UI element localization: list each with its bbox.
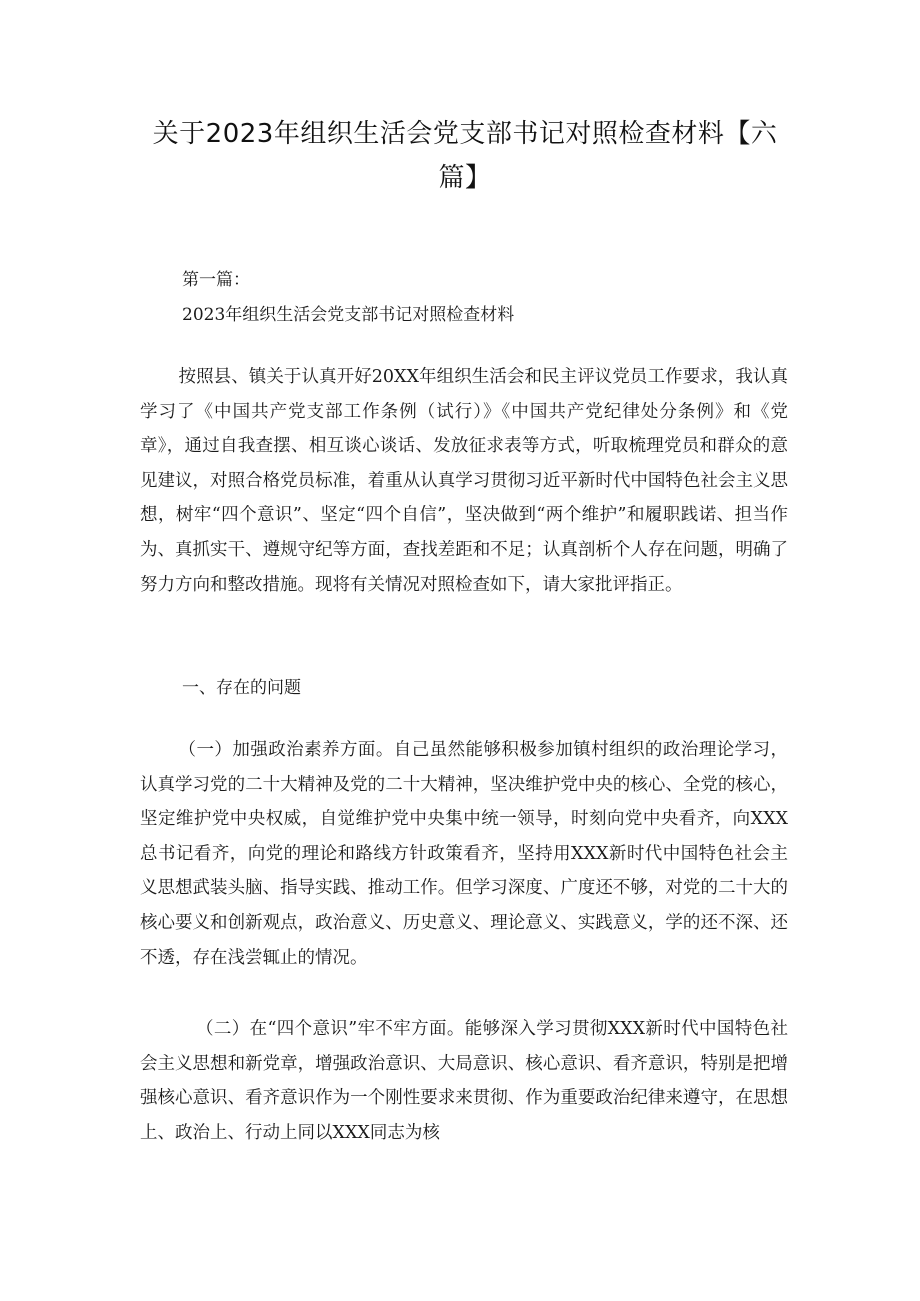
section-heading-problems: 一、存在的问题 <box>182 678 301 698</box>
paragraph-item-one: （一）加强政治素养方面。自己虽然能够积极参加镇村组织的政治理论学习，认真学习党的二十大精神及党的二十大精神，坚决维护党中央的核心、全党的核心，坚定维护党中央权威，自觉维护党中央集中统一领导，时刻向党中央看齐，向XXX总书记看齐，向党的理论和路线方针政策看齐，坚持用XXX新时代中国特色社会主义思想武装头脑、指导实践、推动工作。但学习深度、广度还不够，对党的二十大的核心要义和创新观点，政治意义、历史意义、理论意义、实践意义，学的还不深、还不透，存在浅尝辄止的情况。 <box>140 740 788 968</box>
section-subtitle: 2023年组织生活会党支部书记对照检查材料 <box>182 305 515 325</box>
paragraph-item-two: （二）在“四个意识”牢不牢方面。能够深入学习贯彻XXX新时代中国特色社会主义思想和新党章，增强政治意识、大局意识、核心意识、看齐意识，特别是把增强核心意识、看齐意识作为一个刚性要求来贯彻、作为重要政治纪律来遵守，在思想上、政治上、行动上同以XXX同志为核 <box>140 1019 788 1143</box>
document-title: 关于2023年组织生活会党支部书记对照检查材料【六篇】 <box>152 119 778 193</box>
intro-paragraph: 按照县、镇关于认真开好20XX年组织生活会和民主评议党员工作要求，我认真学习了《中国共产党支部工作条例（试行）》《中国共产党纪律处分条例》和《党章》，通过自我查摆、相互谈心谈话、发放征求表等方式，听取梳理党员和群众的意见建议，对照合格党员标准，着重从认真学习贯彻习近平新时代中国特色社会主义思想，树牢“四个意识”、坚定“四个自信”，坚决做到“两个维护”和履职践诺、担当作为、真抓实干、遵规守纪等方面，查找差距和不足；认真剖析个人存在问题，明确了努力方向和整改措施。现将有关情况对照检查如下，请大家批评指正。 <box>140 367 788 595</box>
section-label: 第一篇： <box>182 270 250 290</box>
